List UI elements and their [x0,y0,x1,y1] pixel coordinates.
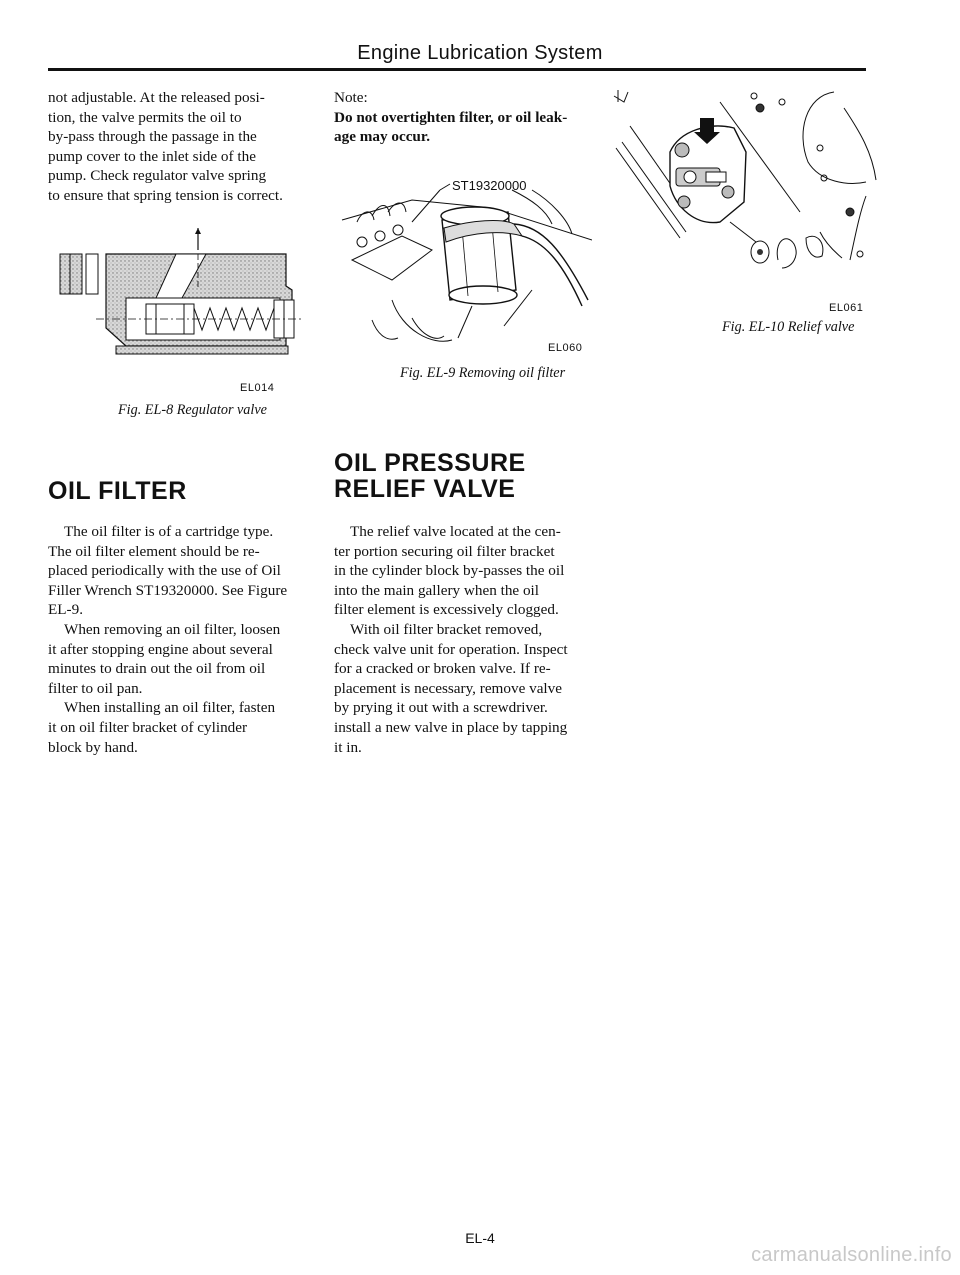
text-line: Do not overtighten filter, or oil leak- [334,108,568,126]
figure-id: EL060 [548,342,583,354]
regulator-valve-figure [56,228,306,368]
page-header-title: Engine Lubrication System [357,42,603,64]
text-line: to ensure that spring tension is correct. [48,186,283,204]
text-line: pump cover to the inlet side of the [48,147,256,165]
text-line: The relief valve located at the cen- [350,523,561,540]
text-line: The oil filter is of a cartridge type. [64,523,274,540]
tool-label: ST19320000 [452,178,527,193]
text-line: by prying it out with a screwdriver. [334,699,548,717]
text-line: install a new valve in place by tapping [334,718,568,736]
text-line: it after stopping engine about several [48,640,273,658]
text-line: it in. [334,738,362,756]
intro-paragraph [48,88,310,206]
text-line: pump. Check regulator valve spring [48,167,267,185]
text-line: check valve unit for operation. Inspect [334,640,568,658]
watermark-text: carmanualsonline.info [751,1244,952,1266]
text-line: filter to oil pan. [48,679,143,697]
header-rule [48,68,866,71]
note-block [334,88,596,147]
text-line: placement is necessary, remove valve [334,679,562,697]
text-line: placed periodically with the use of Oil [48,562,281,580]
text-line: The oil filter element should be re- [48,542,260,560]
text-line: When removing an oil filter, loosen [64,620,281,638]
figure-caption: Fig. EL-10 Relief valve [722,319,855,335]
page-number: EL-4 [465,1230,495,1246]
figure-id: EL014 [240,382,275,394]
text-line: into the main gallery when the oil [334,581,539,599]
text-line: tion, the valve permits the oil to [48,108,242,126]
text-line: With oil filter bracket removed, [350,620,543,638]
text-line: age may occur. [334,128,431,146]
text-line: it on oil filter bracket of cylinder [48,718,248,736]
text-line: Filler Wrench ST19320000. See Figure [48,581,288,599]
heading-line: OIL PRESSURE [334,449,526,477]
figure-caption: Fig. EL-9 Removing oil filter [400,365,566,381]
text-line: When installing an oil filter, fasten [64,699,276,717]
text-line: not adjustable. At the released posi- [48,89,265,106]
text-line: filter element is excessively clogged. [334,601,559,619]
text-line: for a cracked or broken valve. If re- [334,660,551,678]
text-line: in the cylinder block by-passes the oil [334,562,565,580]
text-line: by-pass through the passage in the [48,128,257,146]
relief-valve-figure [610,82,880,294]
text-line: minutes to drain out the oil from oil [48,660,266,678]
figure-id: EL061 [829,302,864,314]
heading-line: RELIEF VALVE [334,475,516,503]
oil-filter-paragraphs [48,522,310,757]
section-heading [334,450,526,502]
relief-valve-paragraphs [334,522,596,757]
section-heading: OIL FILTER [48,477,187,505]
figure-caption: Fig. EL-8 Regulator valve [118,402,267,418]
text-line: EL-9. [48,601,84,619]
text-line: ter portion securing oil filter bracket [334,542,555,560]
note-label: Note: [334,89,368,106]
text-line: block by hand. [48,738,138,756]
